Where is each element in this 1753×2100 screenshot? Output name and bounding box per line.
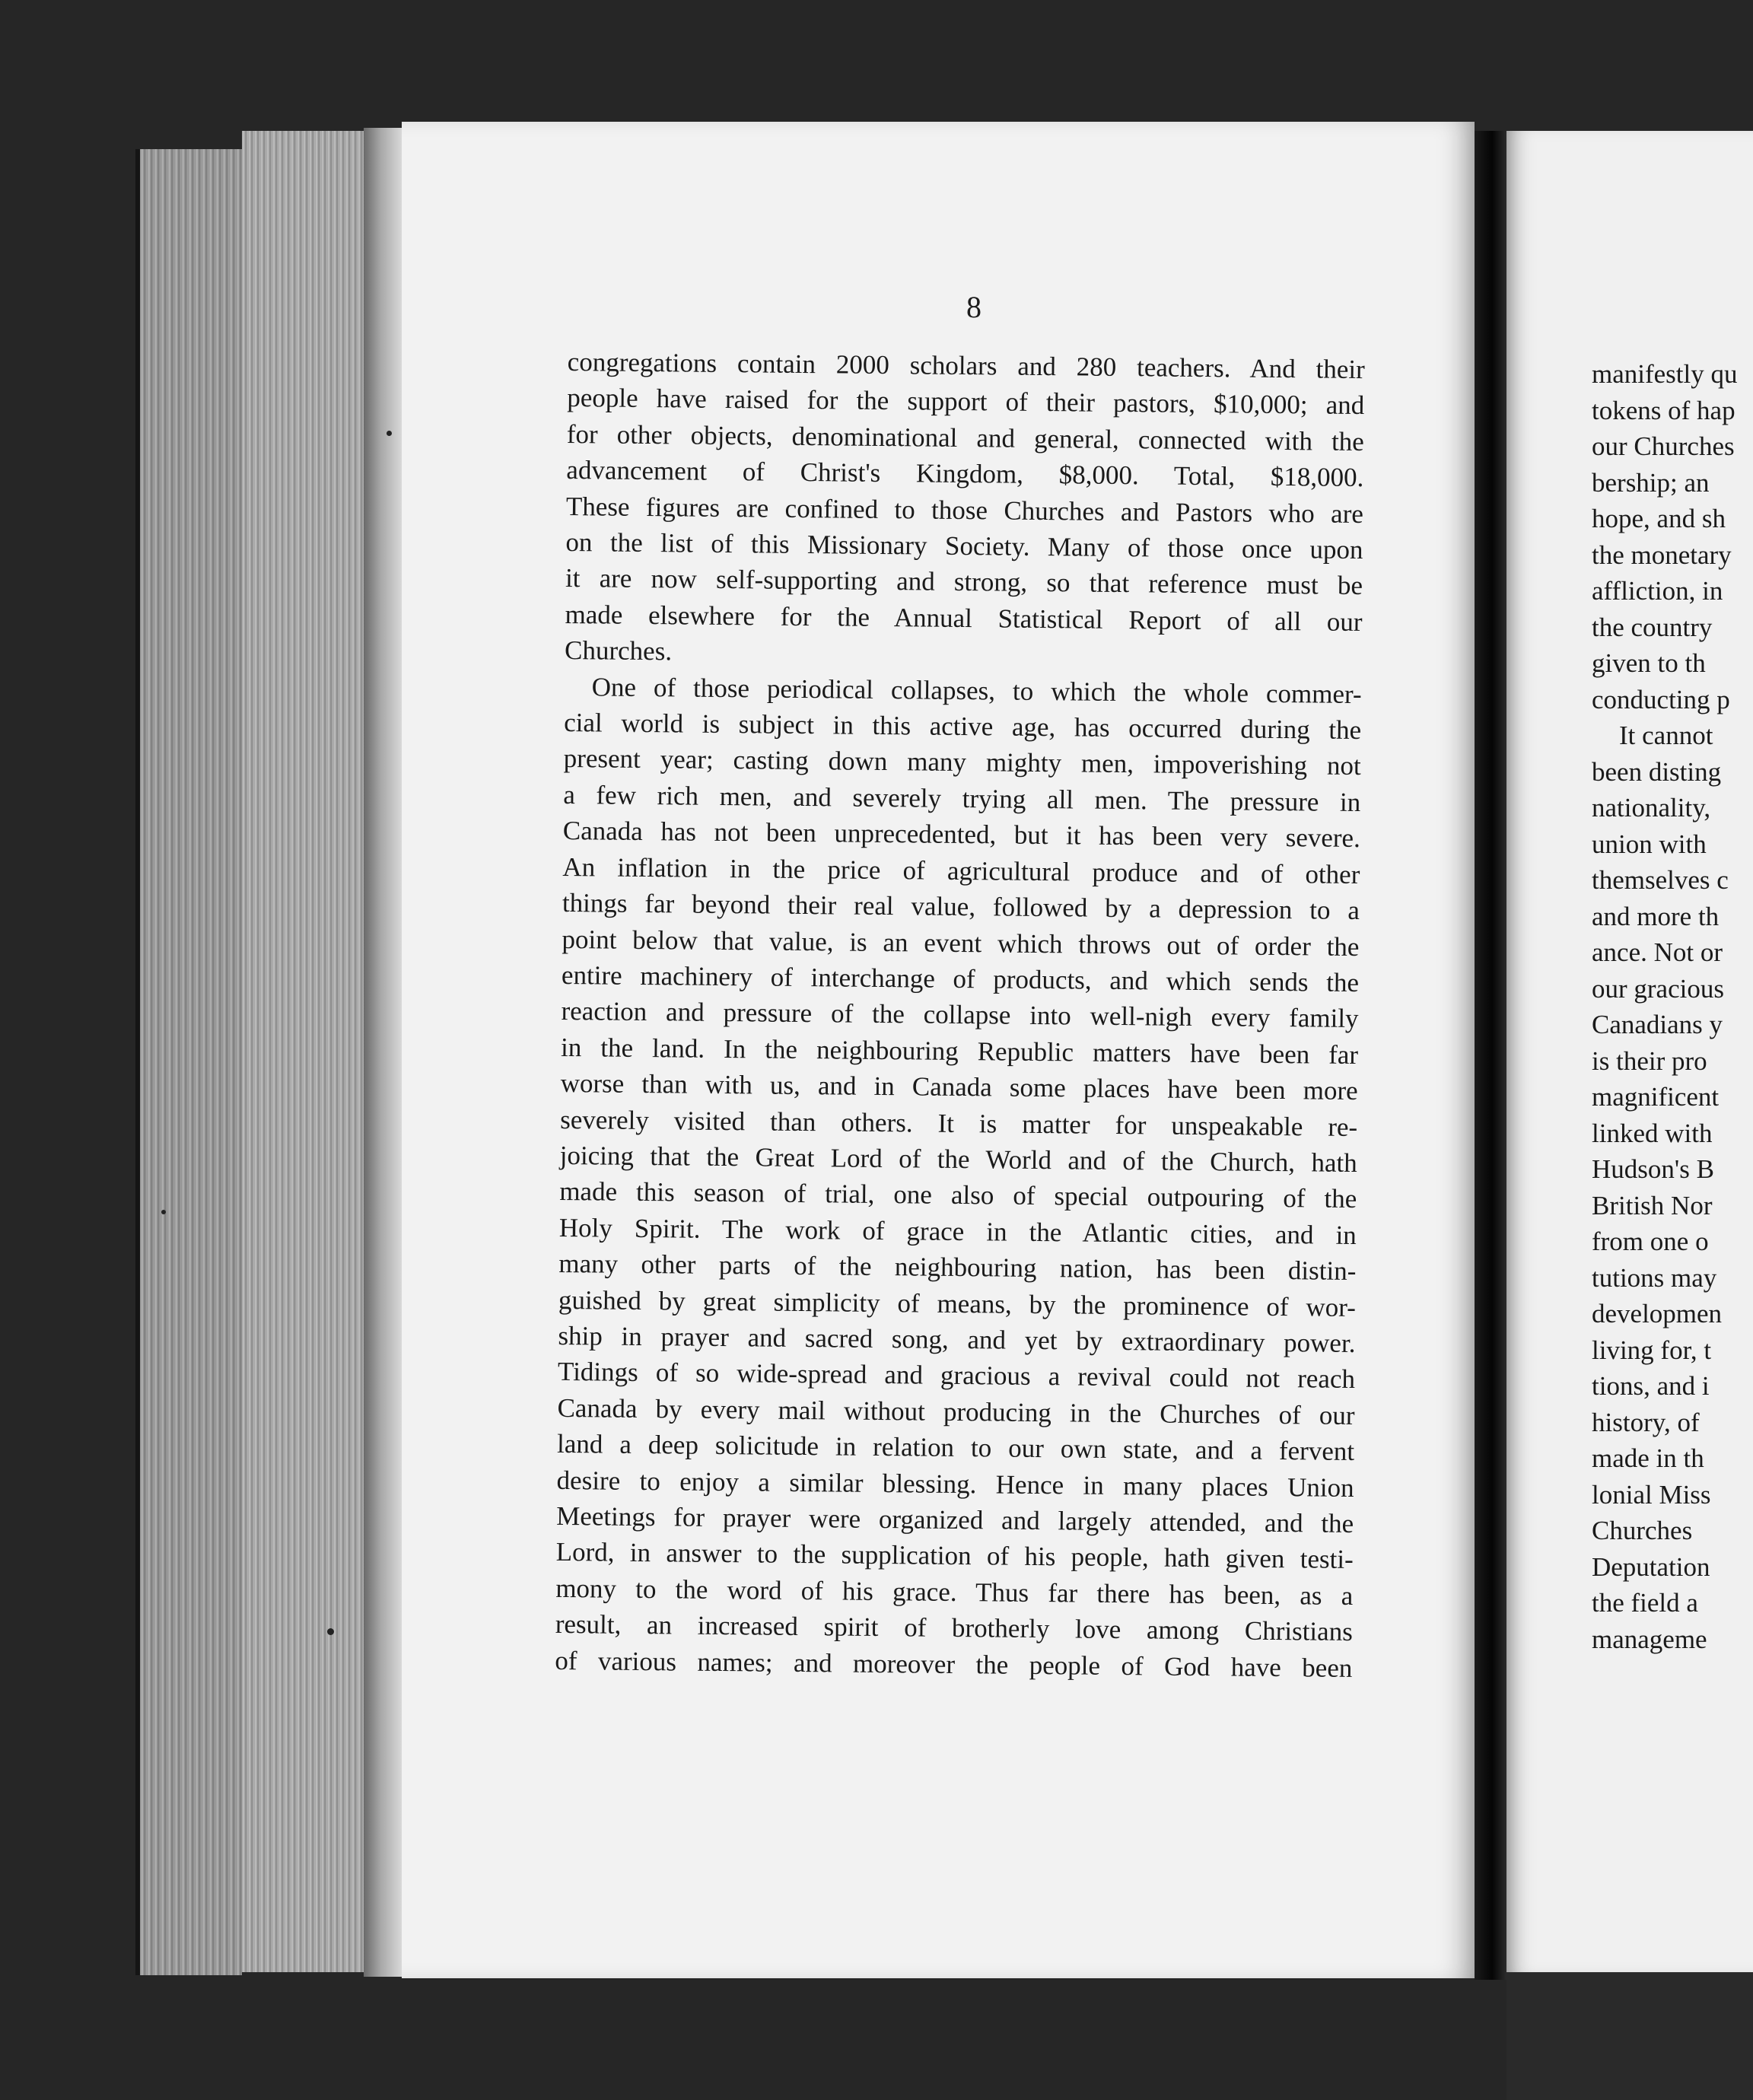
text-line: our gracious (1592, 973, 1724, 1004)
page-number: 8 (966, 290, 981, 324)
text-line: things far beyond their real value, followed by a depression to a (562, 888, 1360, 926)
text-line: joicing that the Great Lord of the World and of the Church, hath (559, 1140, 1357, 1178)
text-line: and more th (1592, 901, 1720, 931)
text-line: living for, t (1592, 1335, 1712, 1365)
print-speck (387, 431, 392, 436)
text-line: point below that value, is an event which throws out of order the (562, 924, 1360, 962)
text-line: made in th (1592, 1443, 1704, 1473)
text-line: magnificent (1592, 1082, 1720, 1112)
text-line: tokens of hap (1592, 395, 1736, 425)
print-speck (161, 1210, 166, 1214)
text-line: many other parts of the neighbouring nation, has been distin- (558, 1249, 1357, 1287)
text-line: Canadians y (1592, 1010, 1723, 1039)
text-line: Canada by every mail without producing in the Churches of our (557, 1392, 1355, 1430)
text-line: tions, and i (1592, 1371, 1710, 1401)
text-line: result, an increased spirit of brotherly love among Christians (555, 1609, 1353, 1647)
text-line: land a deep solicitude in relation to our own state, and a fervent (556, 1429, 1355, 1467)
text-line: congregations contain 2000 scholars and 280 teachers. And their (567, 346, 1365, 385)
text-line: Holy Spirit. The work of grace in the Atlantic cities, and in (558, 1212, 1357, 1250)
text-line: reaction and pressure of the collapse into well-nigh every family (561, 996, 1359, 1034)
text-line: history, of (1592, 1407, 1700, 1437)
text-line: tutions may (1592, 1262, 1717, 1293)
text-line: conducting p (1592, 684, 1730, 714)
text-line: cial world is subject in this active age, has occurred during the (564, 708, 1362, 746)
text-line: themselves c (1592, 865, 1729, 895)
text-line: on the list of this Missionary Society. Many of those once upon (565, 527, 1363, 565)
text-line: severely visited than others. It is matter for unspeakable re- (560, 1104, 1358, 1142)
text-line: ship in prayer and sacred song, and yet by extraordinary power. (558, 1320, 1356, 1358)
text-line: Meetings for prayer were organized and largely attended, and the (556, 1500, 1354, 1538)
text-line: made this season of trial, one also of special outpouring of the (559, 1176, 1357, 1214)
text-line: the country (1592, 612, 1713, 642)
text-line: mony to the word of his grace. Thus far there has been, as a (555, 1573, 1354, 1611)
text-line: One of those periodical collapses, to which the whole commer- (591, 671, 1362, 709)
text-line: guished by great simplicity of means, by the prominence of wor- (558, 1284, 1357, 1322)
text-line: is their pro (1592, 1045, 1707, 1076)
text-line: present year; casting down many mighty men, impoverishing not (563, 743, 1361, 781)
text-line: Hudson's B (1592, 1154, 1714, 1184)
text-line: bership; an (1592, 467, 1710, 498)
text-line: for other objects, denominational and general, connected with the (566, 418, 1365, 457)
print-speck (327, 1628, 334, 1635)
book-gutter (1475, 131, 1506, 1980)
text-line: given to th (1592, 648, 1706, 678)
page-block-edge-inner (242, 131, 364, 1972)
text-line: hope, and sh (1592, 504, 1726, 533)
text-line: of various names; and moreover the people of God have been (555, 1645, 1353, 1683)
page-block-edge (364, 128, 402, 1977)
text-line: been disting (1592, 756, 1722, 787)
book-binding (1506, 1972, 1753, 2100)
text-line: Churches (1592, 1516, 1693, 1545)
text-line: British Nor (1592, 1190, 1713, 1220)
text-line: a few rich men, and severely trying all men. The pressure in (563, 779, 1361, 817)
text-line: people have raised for the support of their pastors, $10,000; and (567, 383, 1365, 421)
text-line: linked with (1592, 1118, 1713, 1148)
text-line: manageme (1592, 1624, 1707, 1654)
text-line: it are now self-supporting and strong, so that reference must be (565, 563, 1363, 601)
left-page-body (555, 344, 1365, 1686)
text-line: advancement of Christ's Kingdom, $8,000. Total, $18,000. (566, 455, 1364, 493)
right-page-body (1592, 356, 1753, 1657)
text-line: ance. Not or (1592, 937, 1723, 967)
text-line: Canada has not been unprecedented, but it has been very severe. (562, 816, 1360, 854)
text-line: lonial Miss (1592, 1479, 1711, 1510)
text-line: union with (1592, 829, 1707, 859)
text-line: Churches. (564, 635, 673, 667)
text-line: the field a (1592, 1588, 1698, 1618)
page-block-edge-outer (135, 149, 242, 1975)
text-line: the monetary (1592, 539, 1732, 570)
text-line: in the land. In the neighbouring Republic matters have been far (560, 1032, 1359, 1070)
text-line: desire to enjoy a similar blessing. Hence in many places Union (556, 1465, 1354, 1503)
text-line: worse than with us, and in Canada some places have been more (560, 1068, 1358, 1106)
text-line: Lord, in answer to the supplication of his people, hath given testi- (555, 1537, 1354, 1575)
text-line: These figures are confined to those Churches and Pastors who are (565, 491, 1364, 529)
text-line: An inflation in the price of agricultural produce and of other (562, 851, 1360, 889)
text-line: nationality, (1592, 793, 1711, 822)
text-line: entire machinery of interchange of products, and which sends the (561, 959, 1360, 998)
text-line: from one o (1592, 1227, 1709, 1256)
text-line: affliction, in (1592, 576, 1723, 606)
text-line: It cannot (1619, 721, 1713, 750)
text-line: Tidings of so wide-spread and gracious a revival could not reach (557, 1357, 1356, 1395)
text-line: developmen (1592, 1299, 1723, 1328)
text-line: manifestly qu (1592, 359, 1738, 389)
text-line: our Churches (1592, 431, 1735, 461)
text-line: made elsewhere for the Annual Statistical Report of all our (565, 599, 1363, 637)
text-line: Deputation (1592, 1551, 1710, 1582)
